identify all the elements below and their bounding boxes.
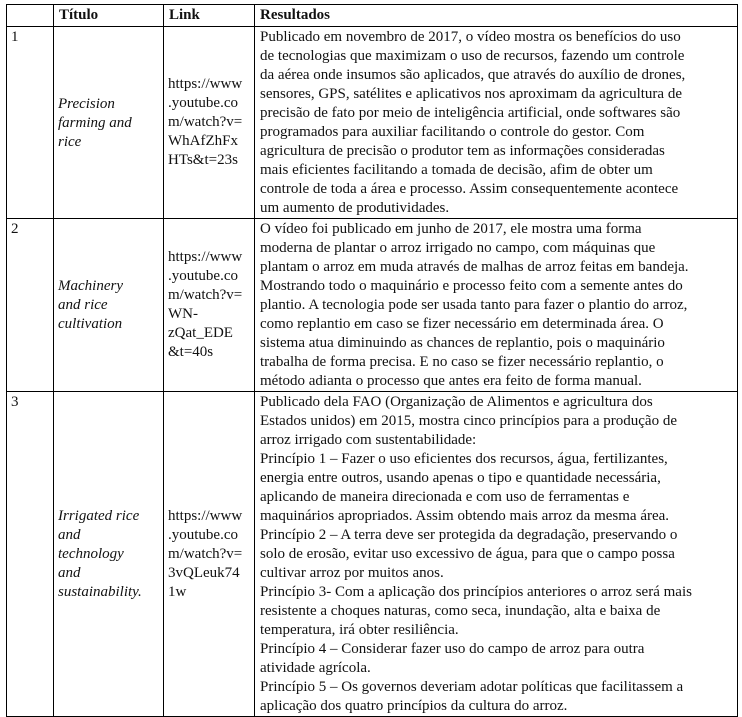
video-title-line: Machinery	[58, 278, 123, 294]
table-row	[7, 27, 738, 219]
results-line: programados para auxiliar facilitando o controle do gestor. Com	[260, 124, 645, 140]
video-link-line[interactable]: WN-	[168, 306, 198, 322]
results-line: da aérea onde insumos são aplicados, que através do auxílio de drones,	[260, 67, 686, 83]
results-text	[255, 27, 738, 219]
video-link-line[interactable]: WhAfZhFx	[168, 133, 238, 149]
row-number: 2	[7, 219, 54, 392]
results-line: solo de erosão, evitar uso excessivo de água, para que o campo possa	[260, 546, 675, 562]
results-line: precisão de fato por meio de inteligência artificial, onde softwares são	[260, 105, 681, 121]
video-link-line[interactable]: https://www	[168, 76, 243, 92]
results-line: atividade agrícola.	[260, 660, 371, 676]
video-title-line: cultivation	[58, 316, 123, 332]
results-line: plantam o arroz em muda através de malhas de arroz feitas em bandeja.	[260, 259, 689, 275]
results-line: Mostrando todo o maquinário e processo feito com a semente antes do	[260, 278, 683, 294]
results-line: mais eficientes facilitando a tomada de decisão, afim de obter um	[260, 162, 653, 178]
header-link: Link	[164, 5, 255, 27]
video-link-line[interactable]: m/watch?v=	[168, 114, 243, 130]
table-header-row	[7, 5, 738, 27]
video-link-line[interactable]: https://www	[168, 249, 243, 265]
results-line: método adianta o processo que antes era feito de forma manual.	[260, 373, 642, 389]
video-link-line[interactable]: &t=40s	[168, 344, 214, 360]
results-line: Princípio 3- Com a aplicação dos princípios anteriores o arroz será mais	[260, 584, 692, 600]
results-text	[255, 219, 738, 392]
header-results: Resultados	[255, 5, 738, 27]
results-line: Princípio 5 – Os governos deveriam adotar políticas que facilitassem a	[260, 679, 684, 695]
results-line: agricultura de precisão o produtor tem as informações consideradas	[260, 143, 665, 159]
results-line: Princípio 4 – Considerar fazer uso do campo de arroz para outra	[260, 641, 645, 657]
results-line: Princípio 2 – A terra deve ser protegida da degradação, preservando o	[260, 527, 678, 543]
results-line: controle de toda a área e processo. Assim consequentemente acontece	[260, 181, 679, 197]
results-line: arroz irrigado com sustentabilidade:	[260, 432, 477, 448]
results-line: Publicado dela FAO (Organização de Alimentos e agricultura dos	[260, 394, 653, 410]
video-link-line[interactable]: m/watch?v=	[168, 545, 243, 562]
results-line: resistente a choques naturas, como seca, inundação, alta e baixa de	[260, 603, 661, 619]
row-number: 1	[7, 27, 54, 219]
results-line: Princípio 1 – Fazer o uso eficientes dos recursos, água, fertilizantes,	[260, 451, 668, 467]
results-line: de tecnologias que maximizam o uso de recursos, fazendo um controle	[260, 48, 685, 64]
table-row	[7, 392, 738, 717]
results-line: energia entre outros, usando apenas o tipo e quantidade necessária,	[260, 470, 661, 486]
results-text	[255, 392, 738, 717]
video-title-line: and rice	[58, 297, 108, 313]
video-link-line[interactable]: HTs&t=23s	[168, 152, 238, 168]
video-link-line[interactable]: 1w	[168, 583, 187, 600]
video-title-line: Precision	[58, 95, 115, 112]
results-line: maquinários apropriados. Assim obtendo mais arroz da mesma área.	[260, 508, 670, 524]
results-line: como replantio em caso se fizer necessário em determinada área. O	[260, 316, 664, 332]
table-body	[7, 27, 738, 717]
video-title-line: rice	[58, 133, 82, 150]
video-title-line: and	[58, 565, 81, 581]
video-title	[54, 392, 164, 717]
results-line: moderna de plantar o arroz irrigado no campo, com máquinas que	[260, 240, 656, 256]
results-line: Publicado em novembro de 2017, o vídeo mostra os benefícios do uso	[260, 29, 681, 45]
video-link-line[interactable]: .youtube.co	[168, 526, 238, 543]
video-link[interactable]	[164, 219, 255, 392]
video-title-line: sustainability.	[58, 584, 142, 600]
video-title-line: farming and	[58, 114, 132, 131]
table-row	[7, 219, 738, 392]
results-table	[6, 4, 738, 717]
video-link-line[interactable]: 3vQLeuk74	[168, 564, 240, 581]
video-title	[54, 219, 164, 392]
results-line: sensores, GPS, satélites e aplicativos nos aproximam da agricultura de	[260, 86, 682, 102]
row-number: 3	[7, 392, 54, 717]
results-line: um aumento de produtividades.	[260, 200, 450, 216]
results-line: Estados unidos) em 2015, mostra cinco princípios para a produção de	[260, 413, 677, 429]
results-line: cultivar arroz por muitos anos.	[260, 565, 444, 581]
results-line: temperatura, irá obter resiliência.	[260, 622, 459, 638]
results-line: sistema atua diminuindo as chances de replantio, pois o maquinário	[260, 335, 665, 351]
results-line: aplicação dos quatro princípios da cultura do arroz.	[260, 698, 568, 714]
video-link[interactable]	[164, 392, 255, 717]
results-line: aplicando de maneira direcionada e com uso de ferramentas e	[260, 489, 630, 505]
video-link[interactable]	[164, 27, 255, 219]
header-number	[7, 5, 54, 27]
video-title-line: Irrigated rice	[58, 508, 140, 524]
video-link-line[interactable]: .youtube.co	[168, 95, 238, 111]
video-link-line[interactable]: m/watch?v=	[168, 287, 243, 303]
video-title-line: and	[58, 527, 81, 543]
results-line: plantio. A tecnologia pode ser usada tanto para fazer o plantio do arroz,	[260, 297, 688, 313]
video-link-line[interactable]: zQat_EDE	[168, 325, 233, 341]
video-title-line: technology	[58, 546, 124, 562]
video-link-line[interactable]: https://www	[168, 507, 243, 524]
video-title	[54, 27, 164, 219]
results-line: trabalha de forma precisa. E no caso se fizer necessário replantio, o	[260, 354, 664, 370]
header-title: Título	[54, 5, 164, 27]
video-link-line[interactable]: .youtube.co	[168, 268, 238, 284]
results-line: O vídeo foi publicado em junho de 2017, ele mostra uma forma	[260, 221, 642, 237]
